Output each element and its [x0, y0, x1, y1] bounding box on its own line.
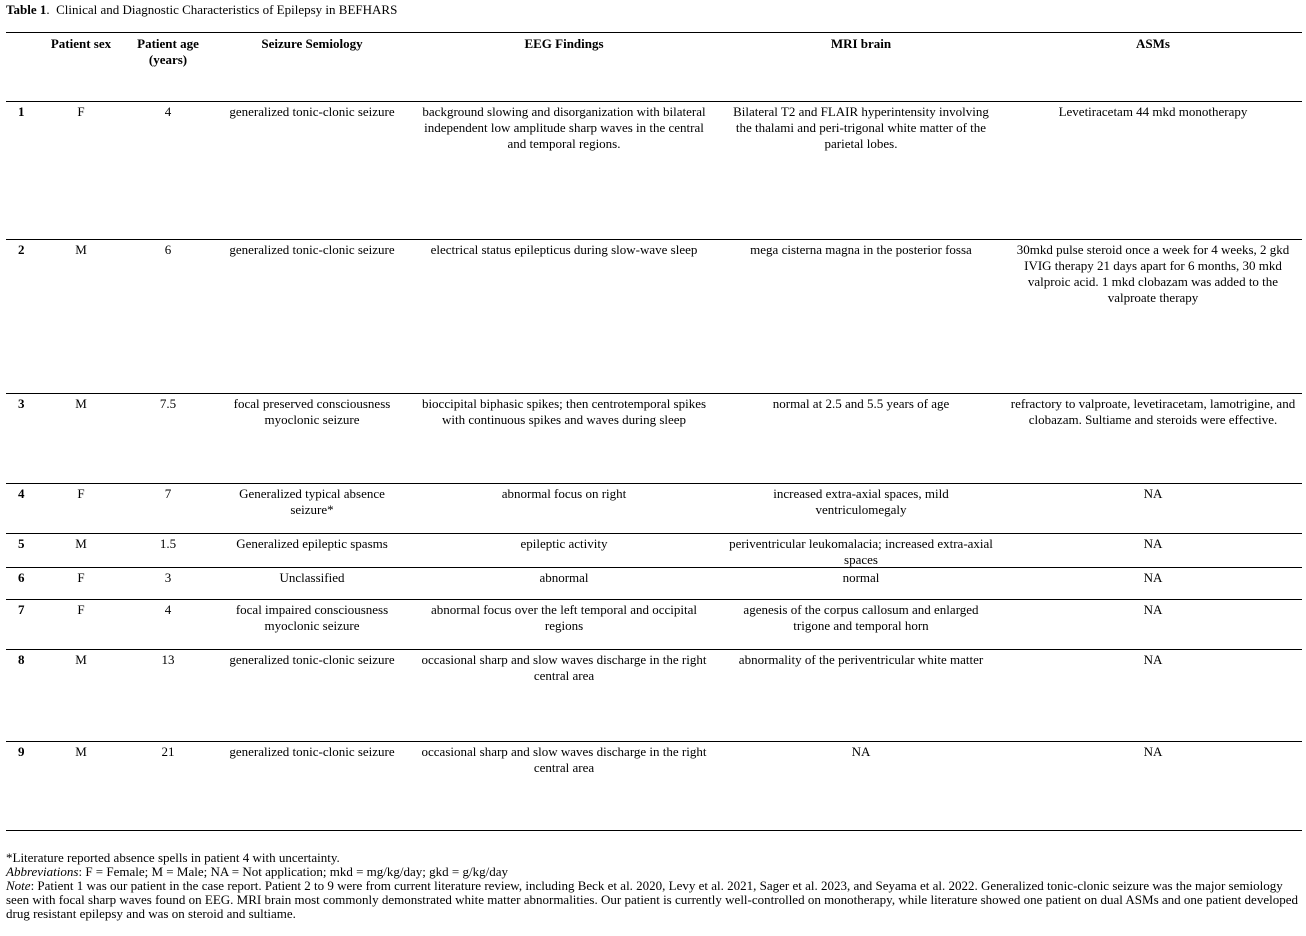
row-divider [6, 393, 1302, 394]
cell-num: 9 [18, 744, 25, 759]
cell-asms: NA [1143, 536, 1163, 551]
cell-eeg: epileptic activity [520, 536, 608, 551]
row-divider [6, 101, 1302, 102]
cell-sex: F [77, 486, 85, 501]
cell-mri: normal at 2.5 and 5.5 years of age [772, 396, 950, 411]
cell-age: 4 [164, 602, 172, 617]
cell-semiology: generalized tonic-clonic seizure [229, 652, 395, 667]
cell-num: 2 [18, 242, 25, 257]
cell-mri: normal [842, 570, 880, 585]
cell-sex: M [75, 242, 87, 257]
footnote-note [6, 879, 1302, 921]
note-text: : Patient 1 was our patient in the case report. Patient 2 to 9 were from current literature review, including Beck et al. 2020, Levy et al. 2021, Sager et al. 2023, and Seyama et al. 2022. Generalized tonic-clonic seizure was the major semiology seen with focal sharp waves found on EEG. MRI brain most commonly demonstrated white matter abnormalities. Our patient is currently well-controlled on monotherapy, while literature showed one patient on dual ASMs and one patient developed drug resistant epilepsy and was on steroid and sultiame. [6, 878, 1298, 921]
cell-age: 4 [164, 104, 172, 119]
cell-mri: NA [851, 744, 871, 759]
table-title: Clinical and Diagnostic Characteristics of Epilepsy in BEFHARS [56, 2, 398, 17]
cell-num: 4 [18, 486, 25, 501]
row-divider [6, 741, 1302, 742]
cell-eeg: abnormal [539, 570, 589, 585]
cell-eeg: background slowing and disorganization with bilateral independent low amplitude sharp waves in the central and temporal regions. [422, 104, 706, 151]
row-divider [6, 239, 1302, 240]
cell-num: 8 [18, 652, 25, 667]
row-divider [6, 533, 1302, 534]
cell-mri: periventricular leukomalacia; increased extra-axial spaces [729, 536, 993, 567]
cell-num: 5 [18, 536, 25, 551]
abbrev-text: : F = Female; M = Male; NA = Not application; mkd = mg/kg/day; gkd = g/kg/day [78, 864, 508, 879]
row-divider [6, 599, 1302, 600]
note-label: Note [6, 878, 31, 893]
cell-age: 3 [164, 570, 172, 585]
cell-eeg: occasional sharp and slow waves discharge in the right central area [421, 744, 707, 775]
cell-asms: NA [1143, 744, 1163, 759]
cell-eeg: abnormal focus over the left temporal and occipital regions [430, 602, 698, 633]
cell-asms: Levetiracetam 44 mkd monotherapy [1058, 104, 1248, 119]
top-rule [6, 32, 1302, 33]
cell-age: 1.5 [159, 536, 177, 551]
cell-eeg: electrical status epilepticus during slow-wave sleep [430, 242, 698, 257]
cell-asms: NA [1143, 486, 1163, 501]
cell-age: 13 [161, 652, 175, 667]
cell-num: 6 [18, 570, 25, 585]
cell-semiology: generalized tonic-clonic seizure [229, 104, 395, 119]
abbrev-label: Abbreviations [6, 864, 79, 879]
cell-semiology: Unclassified [279, 570, 345, 585]
cell-num: 7 [18, 602, 25, 617]
cell-age: 21 [161, 744, 175, 759]
cell-sex: F [77, 570, 85, 585]
cell-asms: NA [1143, 570, 1163, 585]
row-divider [6, 483, 1302, 484]
table-label: Table 1 [6, 2, 47, 17]
cell-eeg: bioccipital biphasic spikes; then centrotemporal spikes with continuous spikes and waves during sleep [421, 396, 707, 427]
cell-sex: M [75, 396, 87, 411]
cell-age: 7 [164, 486, 172, 501]
cell-eeg: occasional sharp and slow waves discharge in the right central area [421, 652, 707, 683]
footnote-asterisk: *Literature reported absence spells in patient 4 with uncertainty. [6, 850, 340, 865]
cell-mri: agenesis of the corpus callosum and enlarged trigone and temporal horn [743, 602, 979, 633]
cell-asms: refractory to valproate, levetiracetam, lamotrigine, and clobazam. Sultiame and steroids were effective. [1010, 396, 1296, 427]
cell-num: 3 [18, 396, 25, 411]
cell-sex: M [75, 652, 87, 667]
table-caption: Table 1. Clinical and Diagnostic Characteristics of Epilepsy in BEFHARS [6, 2, 398, 17]
header-mri: MRI brain [830, 36, 892, 51]
cell-sex: M [75, 536, 87, 551]
header-eeg: EEG Findings [524, 36, 604, 51]
cell-num: 1 [18, 104, 25, 119]
row-divider [6, 567, 1302, 568]
footnote-abbreviations [6, 865, 1302, 879]
cell-mri: mega cisterna magna in the posterior fossa [750, 242, 972, 257]
cell-semiology: focal impaired consciousness myoclonic seizure [235, 602, 389, 633]
cell-sex: M [75, 744, 87, 759]
cell-semiology: generalized tonic-clonic seizure [229, 242, 395, 257]
cell-sex: F [77, 602, 85, 617]
cell-age: 6 [164, 242, 172, 257]
header-age: Patient age (years) [137, 36, 199, 67]
bottom-rule [6, 830, 1302, 831]
cell-semiology: Generalized epileptic spasms [236, 536, 388, 551]
cell-mri: Bilateral T2 and FLAIR hyperintensity involving the thalami and peri-trigonal white matter of the parietal lobes. [733, 104, 989, 151]
cell-semiology: Generalized typical absence seizure* [239, 486, 385, 517]
header-sex: Patient sex [50, 36, 112, 51]
cell-asms: 30mkd pulse steroid once a week for 4 weeks, 2 gkd IVIG therapy 21 days apart for 6 months, 30 mkd valproic acid. 1 mkd clobazam was added to the valproate therapy [1016, 242, 1290, 305]
header-asms: ASMs [1136, 36, 1170, 51]
footnotes [6, 851, 1302, 921]
cell-age: 7.5 [159, 396, 177, 411]
cell-semiology: generalized tonic-clonic seizure [229, 744, 395, 759]
cell-semiology: focal preserved consciousness myoclonic seizure [233, 396, 391, 427]
cell-asms: NA [1143, 652, 1163, 667]
header-semiology: Seizure Semiology [261, 36, 363, 51]
cell-mri: increased extra-axial spaces, mild ventriculomegaly [773, 486, 949, 517]
cell-asms: NA [1143, 602, 1163, 617]
cell-mri: abnormality of the periventricular white matter [738, 652, 984, 667]
cell-eeg: abnormal focus on right [501, 486, 627, 501]
cell-sex: F [77, 104, 85, 119]
row-divider [6, 649, 1302, 650]
